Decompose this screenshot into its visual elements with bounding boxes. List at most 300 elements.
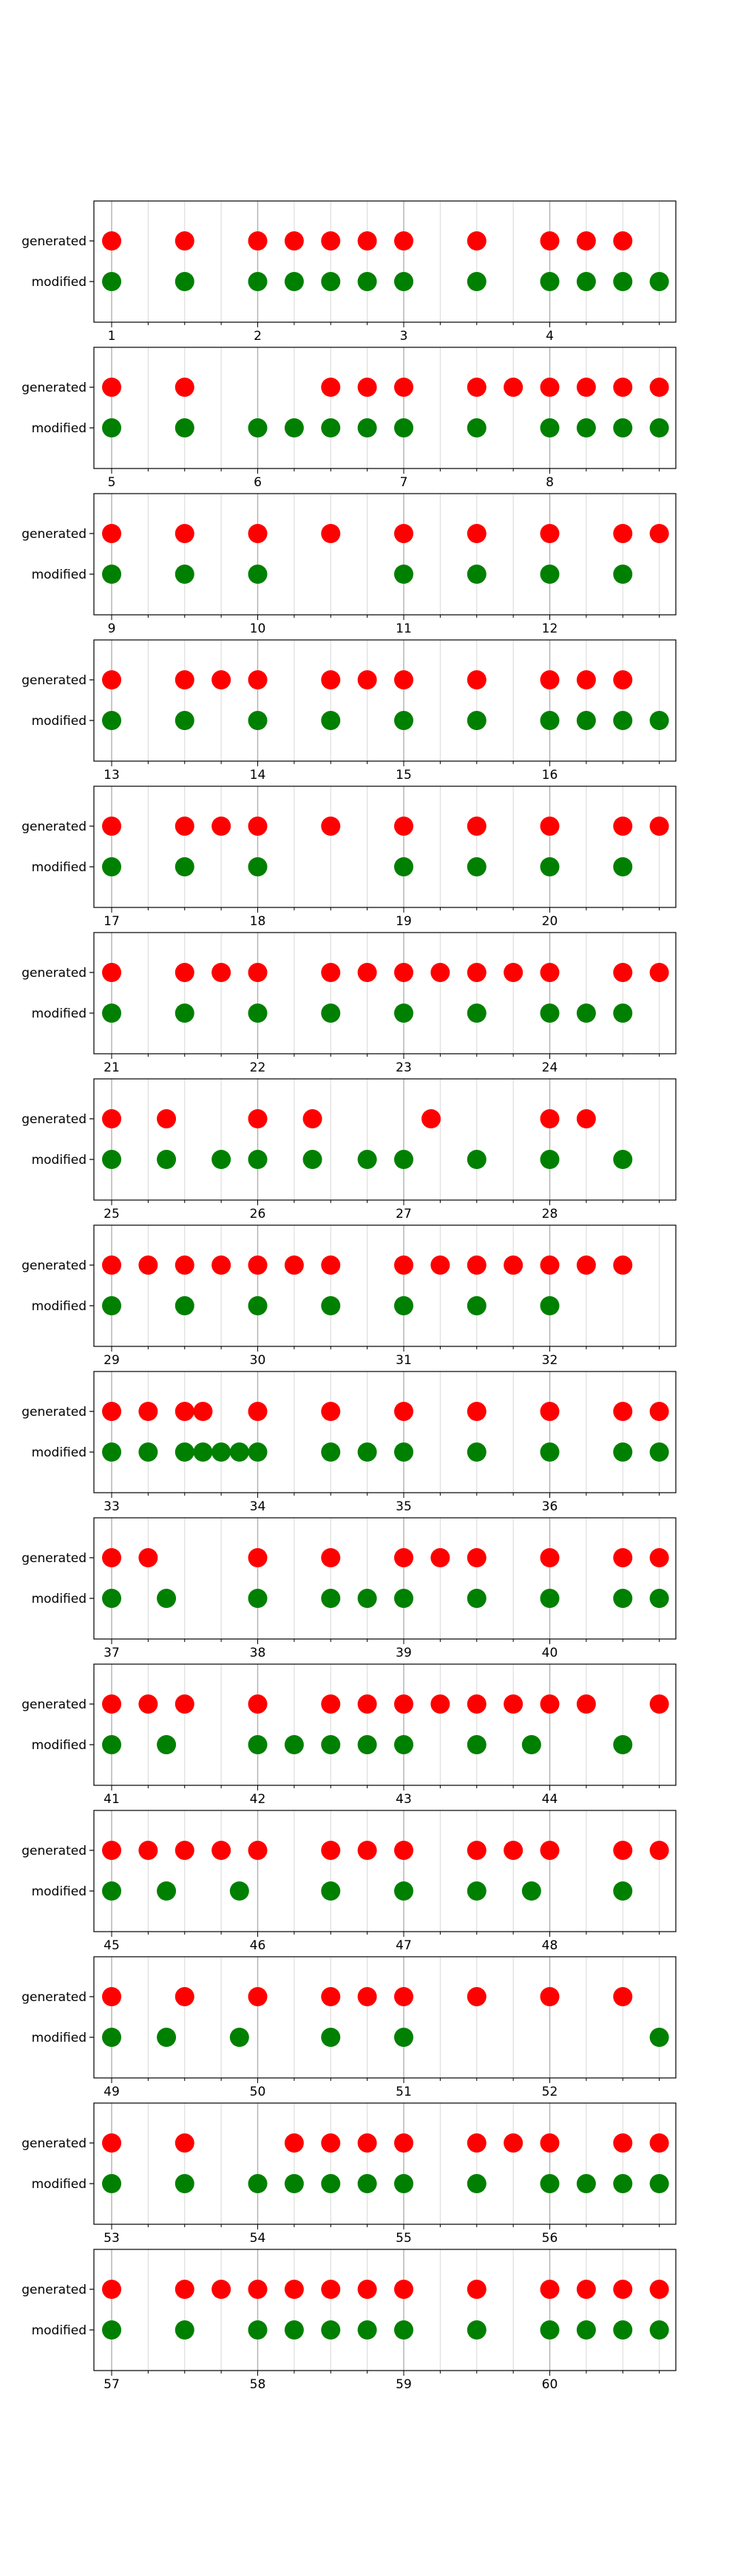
modified-note-point [248, 272, 268, 291]
x-tick-label: 37 [104, 1646, 120, 1660]
x-tick-label: 27 [396, 1207, 412, 1221]
modified-note-point [102, 711, 121, 730]
generated-note-point [650, 2133, 669, 2153]
generated-note-point [175, 378, 194, 397]
generated-note-point [504, 1841, 523, 1860]
generated-note-point [248, 1255, 268, 1275]
generated-note-point [102, 1694, 121, 1714]
generated-note-point [102, 670, 121, 689]
generated-note-point [394, 1402, 413, 1421]
modified-note-point [321, 2028, 340, 2047]
x-tick-label: 44 [541, 1792, 558, 1807]
generated-note-point [175, 2280, 194, 2299]
modified-note-point [577, 418, 596, 437]
modified-note-point [394, 1004, 413, 1023]
generated-note-point [175, 231, 194, 251]
generated-note-point [157, 1109, 176, 1128]
modified-note-point [541, 711, 560, 730]
x-tick-label: 33 [104, 1499, 120, 1514]
generated-note-point [175, 1841, 194, 1860]
generated-note-point [358, 378, 377, 397]
x-tick-label: 13 [104, 768, 120, 783]
modified-note-point [285, 1735, 304, 1754]
x-tick-label: 15 [396, 768, 412, 783]
generated-note-point [430, 1255, 450, 1275]
y-tick-label: modified [31, 1153, 87, 1168]
modified-note-point [541, 2174, 560, 2193]
modified-note-point [175, 565, 194, 584]
modified-note-point [577, 2174, 596, 2193]
generated-note-point [321, 524, 340, 543]
generated-note-point [211, 2280, 231, 2299]
modified-note-point [650, 2320, 669, 2340]
modified-note-point [285, 272, 304, 291]
modified-note-point [102, 272, 121, 291]
generated-note-point [504, 2133, 523, 2153]
x-tick-label: 54 [249, 2231, 266, 2246]
generated-note-point [321, 670, 340, 689]
generated-note-point [248, 963, 268, 982]
y-tick-label: modified [31, 1884, 87, 1899]
modified-note-point [394, 1150, 413, 1169]
generated-note-point [613, 2133, 632, 2153]
modified-note-point [467, 1881, 487, 1901]
generated-note-point [175, 524, 194, 543]
generated-note-point [650, 1548, 669, 1567]
modified-note-point [613, 2320, 632, 2340]
modified-note-point [650, 1589, 669, 1608]
generated-note-point [102, 1109, 121, 1128]
modified-note-point [358, 1442, 377, 1462]
generated-note-point [321, 817, 340, 836]
modified-note-point [102, 1735, 121, 1754]
generated-note-point [358, 2280, 377, 2299]
x-tick-label: 23 [396, 1060, 412, 1075]
x-tick-label: 34 [249, 1499, 266, 1514]
modified-note-point [230, 2028, 249, 2047]
x-tick-label: 26 [249, 1207, 266, 1221]
modified-note-point [394, 1442, 413, 1462]
modified-note-point [321, 1881, 340, 1901]
modified-note-point [467, 1150, 487, 1169]
generated-note-point [577, 1694, 596, 1714]
generated-note-point [193, 1402, 212, 1421]
generated-note-point [394, 1841, 413, 1860]
modified-note-point [285, 2320, 304, 2340]
x-tick-label: 25 [104, 1207, 120, 1221]
modified-note-point [157, 1735, 176, 1754]
modified-note-point [394, 1589, 413, 1608]
x-tick-label: 52 [541, 2085, 558, 2099]
x-tick-label: 41 [104, 1792, 120, 1807]
modified-note-point [102, 2320, 121, 2340]
modified-note-point [394, 565, 413, 584]
generated-note-point [102, 1255, 121, 1275]
x-tick-label: 28 [541, 1207, 558, 1221]
generated-note-point [467, 378, 487, 397]
x-tick-label: 11 [396, 621, 412, 636]
modified-note-point [102, 2174, 121, 2193]
x-tick-label: 60 [541, 2377, 558, 2392]
modified-note-point [467, 272, 487, 291]
modified-note-point [157, 1589, 176, 1608]
modified-note-point [577, 2320, 596, 2340]
x-tick-label: 10 [249, 621, 266, 636]
generated-note-point [467, 1694, 487, 1714]
y-tick-label: generated [21, 2136, 87, 2151]
modified-note-point [394, 857, 413, 876]
modified-note-point [321, 2320, 340, 2340]
x-tick-label: 40 [541, 1646, 558, 1660]
generated-note-point [102, 1402, 121, 1421]
generated-note-point [321, 378, 340, 397]
y-tick-label: generated [21, 1844, 87, 1858]
modified-note-point [248, 1150, 268, 1169]
modified-note-point [613, 272, 632, 291]
generated-note-point [211, 1841, 231, 1860]
y-tick-label: modified [31, 2031, 87, 2045]
modified-note-point [102, 565, 121, 584]
modified-note-point [230, 1881, 249, 1901]
generated-note-point [211, 817, 231, 836]
generated-note-point [285, 2133, 304, 2153]
generated-note-point [394, 2133, 413, 2153]
generated-note-point [248, 2280, 268, 2299]
modified-note-point [467, 2320, 487, 2340]
generated-note-point [394, 670, 413, 689]
modified-note-point [230, 1442, 249, 1462]
modified-note-point [102, 1442, 121, 1462]
modified-note-point [467, 565, 487, 584]
x-tick-label: 35 [396, 1499, 412, 1514]
generated-note-point [248, 1694, 268, 1714]
generated-note-point [541, 1402, 560, 1421]
modified-note-point [248, 565, 268, 584]
modified-note-point [321, 1296, 340, 1315]
y-tick-label: generated [21, 234, 87, 249]
y-tick-label: modified [31, 568, 87, 582]
modified-note-point [321, 1589, 340, 1608]
generated-note-point [321, 2280, 340, 2299]
modified-note-point [541, 857, 560, 876]
modified-note-point [248, 1589, 268, 1608]
generated-note-point [102, 817, 121, 836]
modified-note-point [157, 2028, 176, 2047]
generated-note-point [541, 670, 560, 689]
modified-note-point [175, 1004, 194, 1023]
generated-note-point [138, 1402, 157, 1421]
generated-note-point [248, 231, 268, 251]
modified-note-point [467, 1004, 487, 1023]
modified-note-point [467, 1735, 487, 1754]
x-tick-label: 42 [249, 1792, 266, 1807]
modified-note-point [321, 711, 340, 730]
generated-note-point [650, 524, 669, 543]
generated-note-point [358, 1987, 377, 2006]
generated-note-point [613, 1548, 632, 1567]
y-tick-label: generated [21, 1405, 87, 1420]
generated-note-point [541, 524, 560, 543]
generated-note-point [467, 2133, 487, 2153]
modified-note-point [467, 2174, 487, 2193]
generated-note-point [613, 817, 632, 836]
modified-note-point [394, 2174, 413, 2193]
modified-note-point [394, 272, 413, 291]
y-tick-label: modified [31, 421, 87, 436]
generated-note-point [358, 231, 377, 251]
modified-note-point [175, 1442, 194, 1462]
y-tick-label: generated [21, 527, 87, 542]
modified-note-point [541, 1442, 560, 1462]
modified-note-point [613, 711, 632, 730]
generated-note-point [577, 670, 596, 689]
generated-note-point [321, 1987, 340, 2006]
generated-note-point [358, 670, 377, 689]
generated-note-point [138, 1255, 157, 1275]
modified-note-point [577, 1004, 596, 1023]
modified-note-point [467, 857, 487, 876]
generated-note-point [613, 524, 632, 543]
x-tick-label: 18 [249, 914, 266, 929]
generated-note-point [467, 1255, 487, 1275]
generated-note-point [613, 1987, 632, 2006]
generated-note-point [613, 670, 632, 689]
modified-note-point [102, 1004, 121, 1023]
generated-note-point [102, 231, 121, 251]
modified-note-point [394, 1296, 413, 1315]
generated-note-point [613, 1841, 632, 1860]
y-tick-label: generated [21, 2283, 87, 2297]
generated-note-point [541, 378, 560, 397]
generated-note-point [650, 1694, 669, 1714]
generated-note-point [577, 378, 596, 397]
generated-note-point [211, 670, 231, 689]
modified-note-point [102, 1296, 121, 1315]
generated-note-point [613, 378, 632, 397]
x-tick-label: 20 [541, 914, 558, 929]
x-tick-label: 46 [249, 1938, 266, 1953]
generated-note-point [248, 524, 268, 543]
generated-note-point [394, 1255, 413, 1275]
generated-note-point [285, 2280, 304, 2299]
generated-note-point [394, 1548, 413, 1567]
y-tick-label: modified [31, 275, 87, 290]
generated-note-point [102, 1987, 121, 2006]
modified-note-point [613, 418, 632, 437]
modified-note-point [211, 1442, 231, 1462]
generated-note-point [321, 1402, 340, 1421]
generated-note-point [541, 2280, 560, 2299]
generated-note-point [541, 231, 560, 251]
x-tick-label: 49 [104, 2085, 120, 2099]
generated-note-point [303, 1109, 322, 1128]
modified-note-point [650, 1442, 669, 1462]
modified-note-point [613, 1004, 632, 1023]
y-tick-label: modified [31, 2323, 87, 2338]
generated-note-point [467, 524, 487, 543]
modified-note-point [650, 272, 669, 291]
generated-note-point [175, 1255, 194, 1275]
modified-note-point [321, 2174, 340, 2193]
generated-note-point [394, 378, 413, 397]
modified-note-point [650, 2174, 669, 2193]
modified-note-point [541, 1296, 560, 1315]
generated-note-point [541, 1987, 560, 2006]
modified-note-point [358, 1589, 377, 1608]
modified-note-point [394, 418, 413, 437]
generated-note-point [321, 1255, 340, 1275]
generated-note-point [102, 378, 121, 397]
x-tick-label: 56 [541, 2231, 558, 2246]
modified-note-point [248, 1442, 268, 1462]
x-tick-label: 8 [546, 475, 554, 490]
generated-note-point [467, 2280, 487, 2299]
modified-note-point [613, 2174, 632, 2193]
x-tick-label: 30 [249, 1353, 266, 1368]
generated-note-point [394, 1694, 413, 1714]
generated-note-point [504, 1694, 523, 1714]
modified-note-point [467, 711, 487, 730]
modified-note-point [248, 1735, 268, 1754]
generated-note-point [175, 670, 194, 689]
y-tick-label: modified [31, 1738, 87, 1753]
x-tick-label: 39 [396, 1646, 412, 1660]
modified-note-point [541, 418, 560, 437]
modified-note-point [650, 418, 669, 437]
modified-note-point [541, 1004, 560, 1023]
generated-note-point [613, 963, 632, 982]
generated-note-point [613, 231, 632, 251]
generated-note-point [650, 817, 669, 836]
modified-note-point [358, 1150, 377, 1169]
y-tick-label: generated [21, 1551, 87, 1566]
generated-note-point [650, 1841, 669, 1860]
generated-note-point [138, 1841, 157, 1860]
y-tick-label: modified [31, 1299, 87, 1314]
generated-note-point [358, 963, 377, 982]
generated-note-point [467, 670, 487, 689]
generated-note-point [285, 231, 304, 251]
generated-note-point [650, 963, 669, 982]
modified-note-point [285, 418, 304, 437]
modified-note-point [467, 1442, 487, 1462]
generated-note-point [541, 1109, 560, 1128]
generated-note-point [211, 963, 231, 982]
generated-note-point [394, 524, 413, 543]
generated-note-point [175, 963, 194, 982]
generated-note-point [358, 1841, 377, 1860]
modified-note-point [467, 1589, 487, 1608]
x-tick-label: 4 [546, 329, 554, 344]
generated-note-point [248, 1841, 268, 1860]
generated-note-point [467, 1841, 487, 1860]
x-tick-label: 22 [249, 1060, 266, 1075]
x-tick-label: 47 [396, 1938, 412, 1953]
modified-note-point [321, 418, 340, 437]
modified-note-point [613, 565, 632, 584]
generated-note-point [541, 1548, 560, 1567]
modified-note-point [541, 1589, 560, 1608]
generated-note-point [541, 1255, 560, 1275]
modified-note-point [394, 2028, 413, 2047]
modified-note-point [358, 2320, 377, 2340]
modified-note-point [394, 711, 413, 730]
generated-note-point [394, 1987, 413, 2006]
generated-note-point [138, 1548, 157, 1567]
generated-note-point [321, 231, 340, 251]
generated-note-point [650, 2280, 669, 2299]
modified-note-point [175, 272, 194, 291]
modified-note-point [248, 418, 268, 437]
generated-note-point [102, 2280, 121, 2299]
x-tick-label: 16 [541, 768, 558, 783]
generated-note-point [321, 1841, 340, 1860]
x-tick-label: 50 [249, 2085, 266, 2099]
generated-note-point [394, 817, 413, 836]
generated-note-point [394, 231, 413, 251]
modified-note-point [157, 1150, 176, 1169]
generated-note-point [321, 963, 340, 982]
generated-note-point [613, 2280, 632, 2299]
y-tick-label: generated [21, 1112, 87, 1127]
generated-note-point [577, 1255, 596, 1275]
modified-note-point [577, 272, 596, 291]
modified-note-point [613, 1150, 632, 1169]
generated-note-point [358, 2133, 377, 2153]
generated-note-point [430, 963, 450, 982]
x-tick-label: 38 [249, 1646, 266, 1660]
modified-note-point [394, 1735, 413, 1754]
modified-note-point [321, 1442, 340, 1462]
y-tick-label: generated [21, 1990, 87, 2005]
modified-note-point [613, 1881, 632, 1901]
x-tick-label: 12 [541, 621, 558, 636]
modified-note-point [321, 272, 340, 291]
x-tick-label: 48 [541, 1938, 558, 1953]
modified-note-point [613, 1735, 632, 1754]
modified-note-point [394, 1881, 413, 1901]
modified-note-point [613, 1442, 632, 1462]
x-tick-label: 29 [104, 1353, 120, 1368]
y-tick-label: modified [31, 1592, 87, 1606]
generated-note-point [175, 1987, 194, 2006]
generated-note-point [650, 1402, 669, 1421]
generated-note-point [321, 2133, 340, 2153]
generated-note-point [175, 817, 194, 836]
modified-note-point [248, 711, 268, 730]
modified-note-point [248, 857, 268, 876]
modified-note-point [522, 1735, 541, 1754]
modified-note-point [285, 2174, 304, 2193]
generated-note-point [577, 1109, 596, 1128]
generated-note-point [577, 2280, 596, 2299]
generated-note-point [102, 963, 121, 982]
generated-note-point [394, 963, 413, 982]
generated-note-point [541, 817, 560, 836]
x-tick-label: 14 [249, 768, 266, 783]
modified-note-point [102, 1150, 121, 1169]
modified-note-point [613, 857, 632, 876]
x-tick-label: 57 [104, 2377, 120, 2392]
x-tick-label: 5 [107, 475, 116, 490]
modified-note-point [321, 1004, 340, 1023]
x-tick-label: 17 [104, 914, 120, 929]
generated-note-point [175, 1694, 194, 1714]
generated-note-point [394, 2280, 413, 2299]
modified-note-point [102, 1881, 121, 1901]
modified-note-point [102, 2028, 121, 2047]
x-tick-label: 43 [396, 1792, 412, 1807]
